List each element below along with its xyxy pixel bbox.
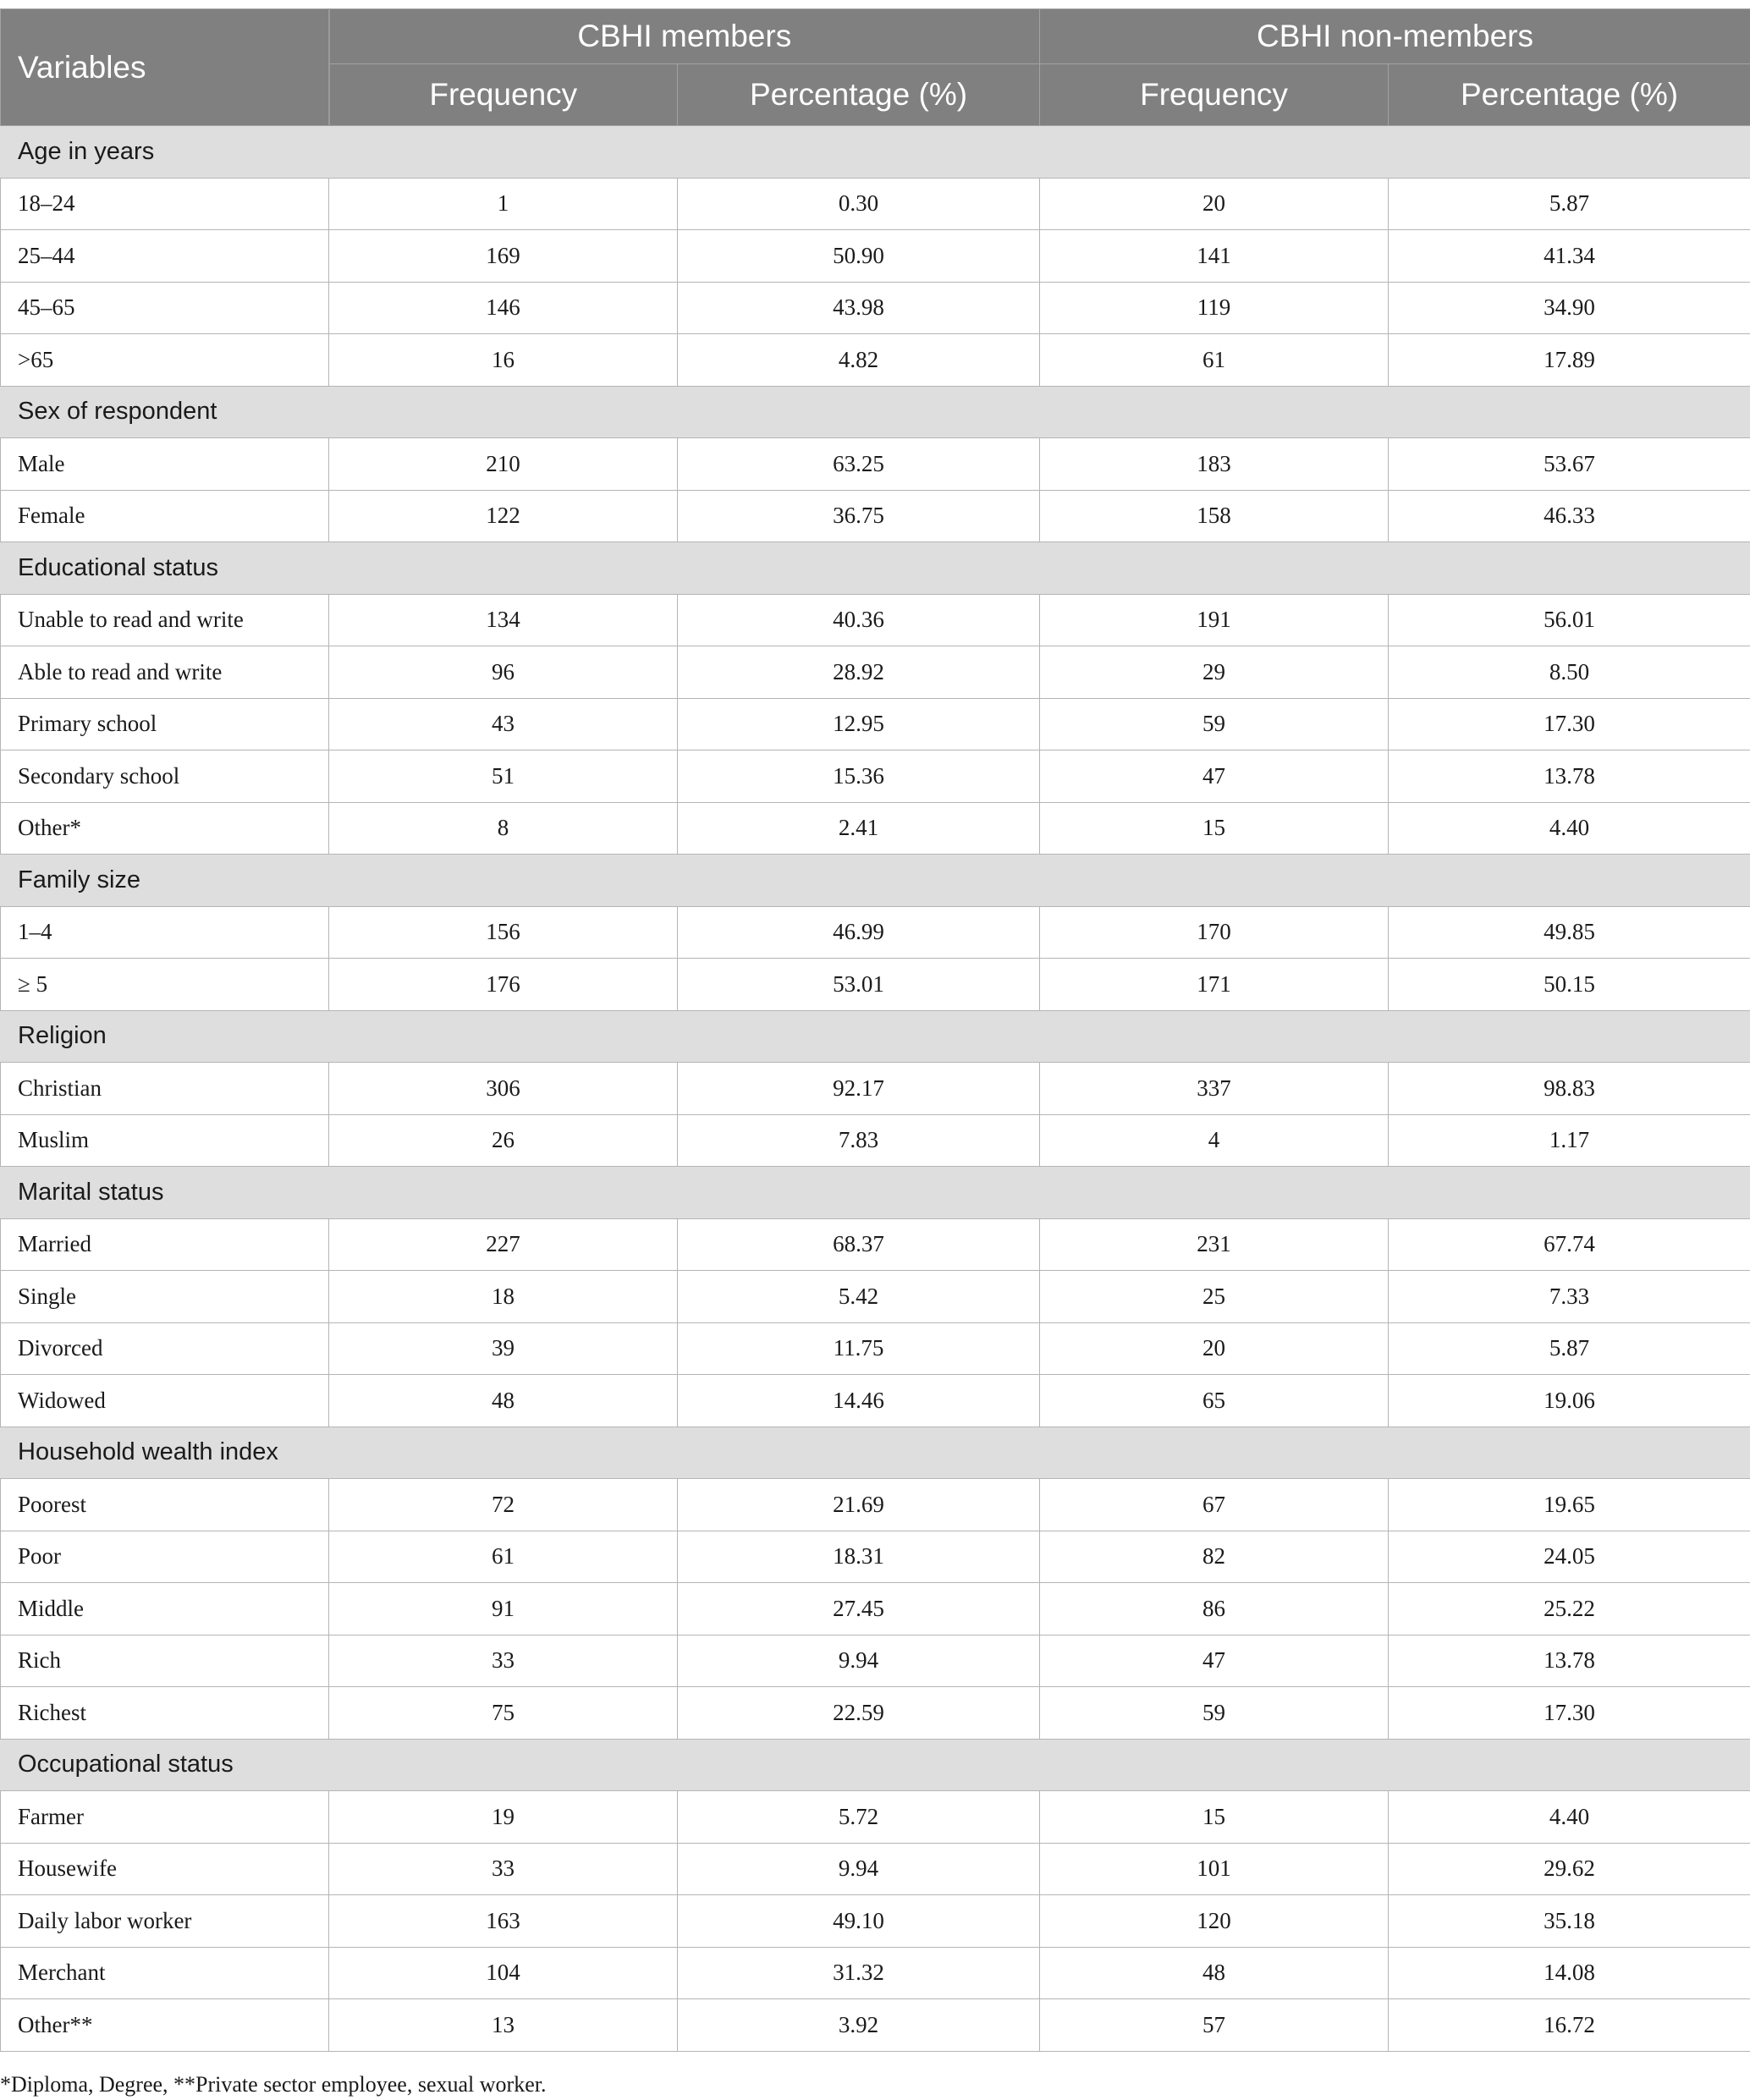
nonmembers-percentage-cell: 46.33 [1389,490,1750,542]
nonmembers-frequency-cell: 59 [1040,1687,1389,1740]
table-row [1,1531,1750,1583]
members-frequency-cell: 227 [329,1218,678,1271]
nonmembers-percentage-cell: 1.17 [1389,1114,1750,1167]
members-percentage-cell: 49.10 [678,1895,1040,1948]
row-label: ≥ 5 [1,959,329,1011]
nonmembers-percentage-cell: 7.33 [1389,1271,1750,1323]
members-percentage-cell: 5.72 [678,1791,1040,1844]
table-row [1,230,1750,283]
members-percentage-cell: 18.31 [678,1531,1040,1583]
nonmembers-percentage-cell: 35.18 [1389,1895,1750,1948]
nonmembers-frequency-cell: 57 [1040,1999,1389,2052]
table-row [1,594,1750,646]
members-frequency-cell: 61 [329,1531,678,1583]
nonmembers-frequency-cell: 20 [1040,1322,1389,1375]
members-percentage-cell: 15.36 [678,750,1040,803]
members-frequency-cell: 210 [329,438,678,491]
nonmembers-frequency-cell: 170 [1040,906,1389,959]
row-label: Widowed [1,1375,329,1427]
row-label: Richest [1,1687,329,1740]
nonmembers-percentage-cell: 29.62 [1389,1843,1750,1895]
nonmembers-percentage-cell: 49.85 [1389,906,1750,959]
table-row [1,750,1750,803]
row-label: Housewife [1,1843,329,1895]
members-percentage-cell: 40.36 [678,594,1040,646]
members-percentage-cell: 14.46 [678,1375,1040,1427]
nonmembers-percentage-cell: 98.83 [1389,1063,1750,1115]
row-label: Other* [1,802,329,855]
members-percentage-cell: 63.25 [678,438,1040,491]
nonmembers-frequency-cell: 65 [1040,1375,1389,1427]
members-frequency-cell: 122 [329,490,678,542]
table-row [1,1791,1750,1844]
nonmembers-frequency-cell: 15 [1040,1791,1389,1844]
section-header-row [1,1167,1750,1219]
table-row [1,646,1750,699]
nonmembers-percentage-cell: 53.67 [1389,438,1750,491]
row-label: Male [1,438,329,491]
members-percentage-cell: 9.94 [678,1843,1040,1895]
nonmembers-frequency-cell: 48 [1040,1947,1389,1999]
nonmembers-percentage-cell: 50.15 [1389,959,1750,1011]
members-percentage-cell: 7.83 [678,1114,1040,1167]
row-label: 18–24 [1,178,329,230]
table-row [1,1322,1750,1375]
nonmembers-percentage-cell: 41.34 [1389,230,1750,283]
row-label: 1–4 [1,906,329,959]
nonmembers-frequency-cell: 25 [1040,1271,1389,1323]
table-row [1,1843,1750,1895]
members-percentage-cell: 3.92 [678,1999,1040,2052]
members-percentage-cell: 2.41 [678,802,1040,855]
nonmembers-group-header: CBHI non-members [1040,9,1750,64]
table-row [1,490,1750,542]
nonmembers-percentage-cell: 5.87 [1389,1322,1750,1375]
members-percentage-cell: 4.82 [678,334,1040,387]
nonmembers-frequency-cell: 29 [1040,646,1389,699]
members-frequency-cell: 146 [329,282,678,334]
section-header-row [1,1739,1750,1791]
nonmembers-percentage-cell: 4.40 [1389,1791,1750,1844]
row-label: Secondary school [1,750,329,803]
nonmembers-percentage-cell: 56.01 [1389,594,1750,646]
row-label: Poor [1,1531,329,1583]
nonmembers-frequency-cell: 141 [1040,230,1389,283]
members-frequency-cell: 8 [329,802,678,855]
members-frequency-cell: 26 [329,1114,678,1167]
members-frequency-cell: 176 [329,959,678,1011]
section-title: Religion [1,1010,1750,1063]
nonmembers-frequency-cell: 15 [1040,802,1389,855]
nonmembers-frequency-cell: 231 [1040,1218,1389,1271]
nonmembers-frequency-cell: 4 [1040,1114,1389,1167]
members-frequency-cell: 169 [329,230,678,283]
section-title: Household wealth index [1,1427,1750,1479]
row-label: Divorced [1,1322,329,1375]
members-percentage-cell: 5.42 [678,1271,1040,1323]
members-percentage-cell: 36.75 [678,490,1040,542]
table-row [1,1063,1750,1115]
members-frequency-cell: 156 [329,906,678,959]
nonmembers-percentage-header: Percentage (%) [1389,64,1750,126]
row-label: Female [1,490,329,542]
members-percentage-cell: 12.95 [678,698,1040,750]
nonmembers-percentage-cell: 13.78 [1389,1635,1750,1687]
members-frequency-cell: 48 [329,1375,678,1427]
members-percentage-cell: 0.30 [678,178,1040,230]
members-percentage-cell: 22.59 [678,1687,1040,1740]
nonmembers-frequency-cell: 183 [1040,438,1389,491]
nonmembers-percentage-cell: 19.65 [1389,1479,1750,1531]
table-row [1,802,1750,855]
row-label: >65 [1,334,329,387]
row-label: Married [1,1218,329,1271]
members-frequency-cell: 13 [329,1999,678,2052]
table-body [1,126,1750,2052]
nonmembers-frequency-cell: 158 [1040,490,1389,542]
section-header-row [1,855,1750,907]
variables-header: Variables [1,9,329,126]
members-frequency-cell: 18 [329,1271,678,1323]
members-frequency-cell: 1 [329,178,678,230]
nonmembers-percentage-cell: 17.30 [1389,1687,1750,1740]
nonmembers-frequency-cell: 171 [1040,959,1389,1011]
table-row [1,1583,1750,1635]
row-label: Middle [1,1583,329,1635]
row-label: Poorest [1,1479,329,1531]
row-label: Daily labor worker [1,1895,329,1948]
table-row [1,282,1750,334]
members-percentage-cell: 11.75 [678,1322,1040,1375]
nonmembers-frequency-cell: 101 [1040,1843,1389,1895]
table-row [1,1895,1750,1948]
members-frequency-cell: 163 [329,1895,678,1948]
members-frequency-cell: 96 [329,646,678,699]
members-percentage-cell: 27.45 [678,1583,1040,1635]
members-percentage-cell: 43.98 [678,282,1040,334]
table-row [1,1218,1750,1271]
table-row [1,698,1750,750]
members-frequency-cell: 19 [329,1791,678,1844]
members-group-header: CBHI members [329,9,1040,64]
table-row [1,1114,1750,1167]
nonmembers-percentage-cell: 19.06 [1389,1375,1750,1427]
table-row [1,1271,1750,1323]
nonmembers-frequency-cell: 86 [1040,1583,1389,1635]
nonmembers-frequency-header: Frequency [1040,64,1389,126]
members-percentage-cell: 21.69 [678,1479,1040,1531]
members-frequency-cell: 51 [329,750,678,803]
members-percentage-cell: 28.92 [678,646,1040,699]
members-frequency-cell: 43 [329,698,678,750]
table-row [1,178,1750,230]
row-label: 45–65 [1,282,329,334]
section-title: Age in years [1,126,1750,179]
row-label: Other** [1,1999,329,2052]
members-percentage-cell: 68.37 [678,1218,1040,1271]
members-frequency-cell: 39 [329,1322,678,1375]
row-label: Single [1,1271,329,1323]
section-header-row [1,542,1750,595]
section-header-row [1,126,1750,179]
demographics-table [0,8,1750,2052]
members-frequency-cell: 72 [329,1479,678,1531]
members-frequency-cell: 91 [329,1583,678,1635]
section-title: Educational status [1,542,1750,595]
nonmembers-percentage-cell: 4.40 [1389,802,1750,855]
section-title: Sex of respondent [1,386,1750,438]
members-frequency-cell: 134 [329,594,678,646]
nonmembers-percentage-cell: 5.87 [1389,178,1750,230]
members-percentage-cell: 31.32 [678,1947,1040,1999]
row-label: 25–44 [1,230,329,283]
nonmembers-percentage-cell: 14.08 [1389,1947,1750,1999]
row-label: Able to read and write [1,646,329,699]
table-row [1,1947,1750,1999]
members-frequency-cell: 75 [329,1687,678,1740]
members-frequency-cell: 104 [329,1947,678,1999]
members-frequency-cell: 306 [329,1063,678,1115]
nonmembers-percentage-cell: 25.22 [1389,1583,1750,1635]
row-label: Merchant [1,1947,329,1999]
members-frequency-cell: 33 [329,1843,678,1895]
table-row [1,1635,1750,1687]
table-row [1,1687,1750,1740]
table-row [1,1479,1750,1531]
table-row [1,906,1750,959]
nonmembers-percentage-cell: 34.90 [1389,282,1750,334]
nonmembers-percentage-cell: 17.30 [1389,698,1750,750]
nonmembers-frequency-cell: 337 [1040,1063,1389,1115]
nonmembers-frequency-cell: 67 [1040,1479,1389,1531]
table-row [1,1375,1750,1427]
members-frequency-header: Frequency [329,64,678,126]
row-label: Rich [1,1635,329,1687]
nonmembers-frequency-cell: 82 [1040,1531,1389,1583]
members-percentage-cell: 9.94 [678,1635,1040,1687]
members-frequency-cell: 33 [329,1635,678,1687]
members-percentage-cell: 50.90 [678,230,1040,283]
table-row [1,959,1750,1011]
nonmembers-frequency-cell: 61 [1040,334,1389,387]
nonmembers-percentage-cell: 67.74 [1389,1218,1750,1271]
members-percentage-cell: 53.01 [678,959,1040,1011]
nonmembers-frequency-cell: 20 [1040,178,1389,230]
members-frequency-cell: 16 [329,334,678,387]
nonmembers-percentage-cell: 16.72 [1389,1999,1750,2052]
section-title: Marital status [1,1167,1750,1219]
nonmembers-frequency-cell: 47 [1040,1635,1389,1687]
section-title: Occupational status [1,1739,1750,1791]
table-row [1,438,1750,491]
nonmembers-percentage-cell: 24.05 [1389,1531,1750,1583]
nonmembers-frequency-cell: 47 [1040,750,1389,803]
row-label: Farmer [1,1791,329,1844]
nonmembers-frequency-cell: 59 [1040,698,1389,750]
table-header [1,9,1750,126]
section-title: Family size [1,855,1750,907]
nonmembers-percentage-cell: 17.89 [1389,334,1750,387]
nonmembers-frequency-cell: 120 [1040,1895,1389,1948]
section-header-row [1,1010,1750,1063]
members-percentage-cell: 46.99 [678,906,1040,959]
nonmembers-frequency-cell: 191 [1040,594,1389,646]
nonmembers-percentage-cell: 13.78 [1389,750,1750,803]
nonmembers-percentage-cell: 8.50 [1389,646,1750,699]
table-row [1,334,1750,387]
section-header-row [1,1427,1750,1479]
row-label: Unable to read and write [1,594,329,646]
table-footnote: *Diploma, Degree, **Private sector employee, sexual worker. [0,2072,547,2097]
row-label: Christian [1,1063,329,1115]
row-label: Muslim [1,1114,329,1167]
row-label: Primary school [1,698,329,750]
members-percentage-header: Percentage (%) [678,64,1040,126]
nonmembers-frequency-cell: 119 [1040,282,1389,334]
table-row [1,1999,1750,2052]
section-header-row [1,386,1750,438]
members-percentage-cell: 92.17 [678,1063,1040,1115]
